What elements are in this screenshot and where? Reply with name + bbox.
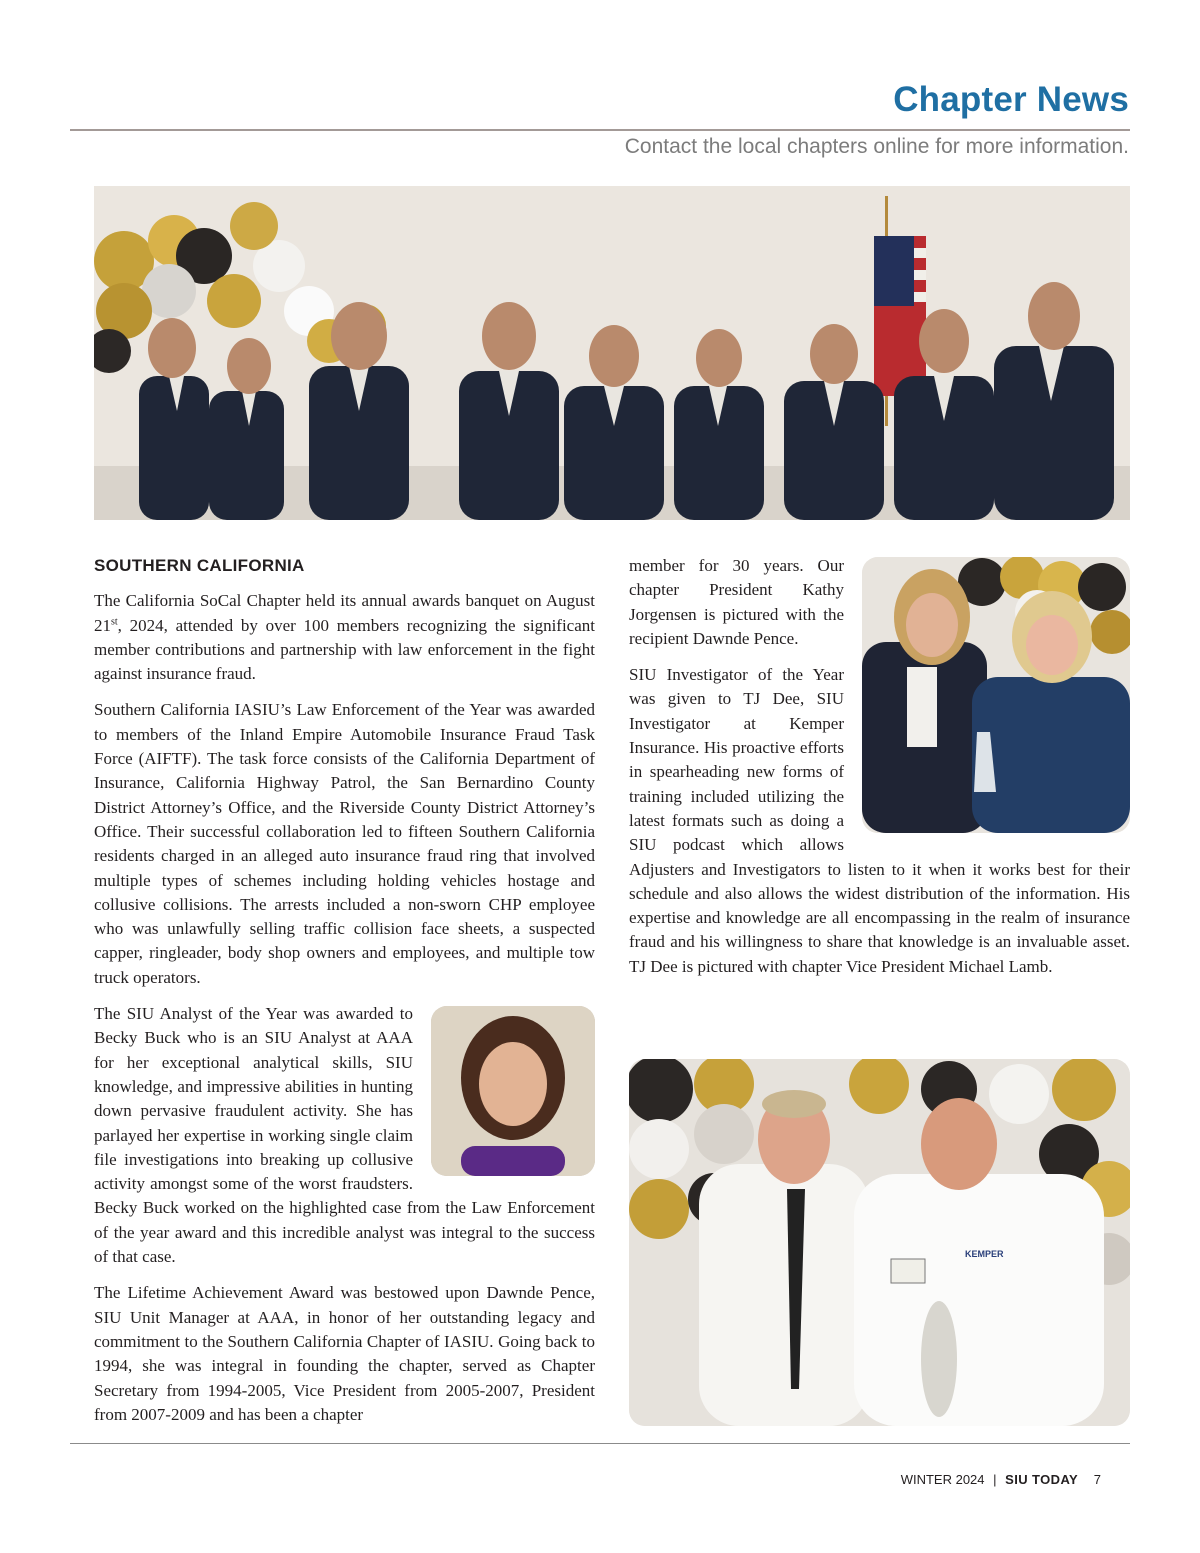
section-heading: SOUTHERN CALIFORNIA [94, 556, 305, 575]
paragraph-lifetime-continued: member for 30 years. Our chapter President Kathy Jorgensen is pictured with the recipient Dawnde Pence. [629, 556, 844, 648]
page-subtitle: Contact the local chapters online for more information. [624, 135, 1129, 158]
paragraph-intro: The California SoCal Chapter held its annual awards banquet on August 21st, 2024, attended by over 100 members recognizing the significant member contributions and partnership with law enforcement in the fight against insurance fraud. [94, 591, 595, 684]
paragraph-analyst: The SIU Analyst of the Year was awarded to Becky Buck who is an SIU Analyst at AAA for her exceptional analytical skills, SIU knowledge, and impressive abilities in hunting down pervasive fraudulent activity. She has parlayed her expertise in working single claim file investigations into breaking up collusive activity amongst some of the worst fraudsters. Becky Buck worked on the highlighted case from the Law Enforcement of the year award and this incredible analyst was integral to the success of that case. [94, 1004, 595, 1267]
article-column-right [629, 554, 1130, 991]
paragraph-law-enforcement: Southern California IASIU’s Law Enforcement of the Year was awarded to members of the Inland Empire Automobile Insurance Fraud Task Force (AIFTF). The task force consists of the California Department of Insurance, California Highway Patrol, the San Bernardino County District Attorney’s Office, and the Riverside County District Attorney’s Office. Their successful collaboration led to fifteen Southern California residents charged in an alleged auto insurance fraud ring that involved multiple types of schemes including holding vehicles hostage and collusive collisions. The arrests included a non-sworn CHP employee who was unlawfully selling traffic collision face sheets, a suspected capper, ringleader, body shop owners and employees, and multiple tow truck operators. [94, 700, 595, 987]
article-column-left [94, 554, 595, 1439]
footer-divider [70, 1443, 1130, 1444]
portrait-becky-buck [431, 1006, 595, 1176]
page-title: Chapter News [893, 80, 1129, 119]
page-footer [901, 1472, 1101, 1487]
photo-tj-dee-michael-lamb [629, 1059, 1130, 1426]
issue-label: WINTER 2024 [900, 1472, 985, 1487]
photo-jorgensen-pence [862, 557, 1130, 833]
footer-separator: | [993, 1472, 997, 1487]
paragraph-investigator: SIU Investigator of the Year was given to TJ Dee, SIU Investigator at Kemper Insurance. His proactive efforts in spearheading new forms of training included utilizing the latest formats such as doing a SIU podcast which allows Adjusters and Investigators to listen to it when it works best for their schedule and also allows the widest distribution of the information. His expertise and knowledge are all encompassing in the realm of insurance fraud and his willingness to share that knowledge is an invaluable asset. TJ Dee is pictured with chapter Vice President Michael Lamb. [629, 665, 1130, 976]
magazine-name: SIU TODAY [1005, 1472, 1079, 1487]
kemper-badge-text: KEMPER [965, 1249, 1004, 1259]
group-photo-law-enforcement [94, 186, 1130, 520]
paragraph-lifetime-achievement: The Lifetime Achievement Award was bestowed upon Dawnde Pence, SIU Unit Manager at AAA, in honor of her outstanding legacy and commitment to the Southern California Chapter of IASIU. Going back to 1994, she was integral in founding the chapter, served as Chapter Secretary from 1994-2005, Vice President from 2005-2007, President from 2007-2009 and has been a chapter [94, 1283, 595, 1424]
header-divider [70, 129, 1130, 131]
page-number: 7 [1093, 1472, 1101, 1487]
